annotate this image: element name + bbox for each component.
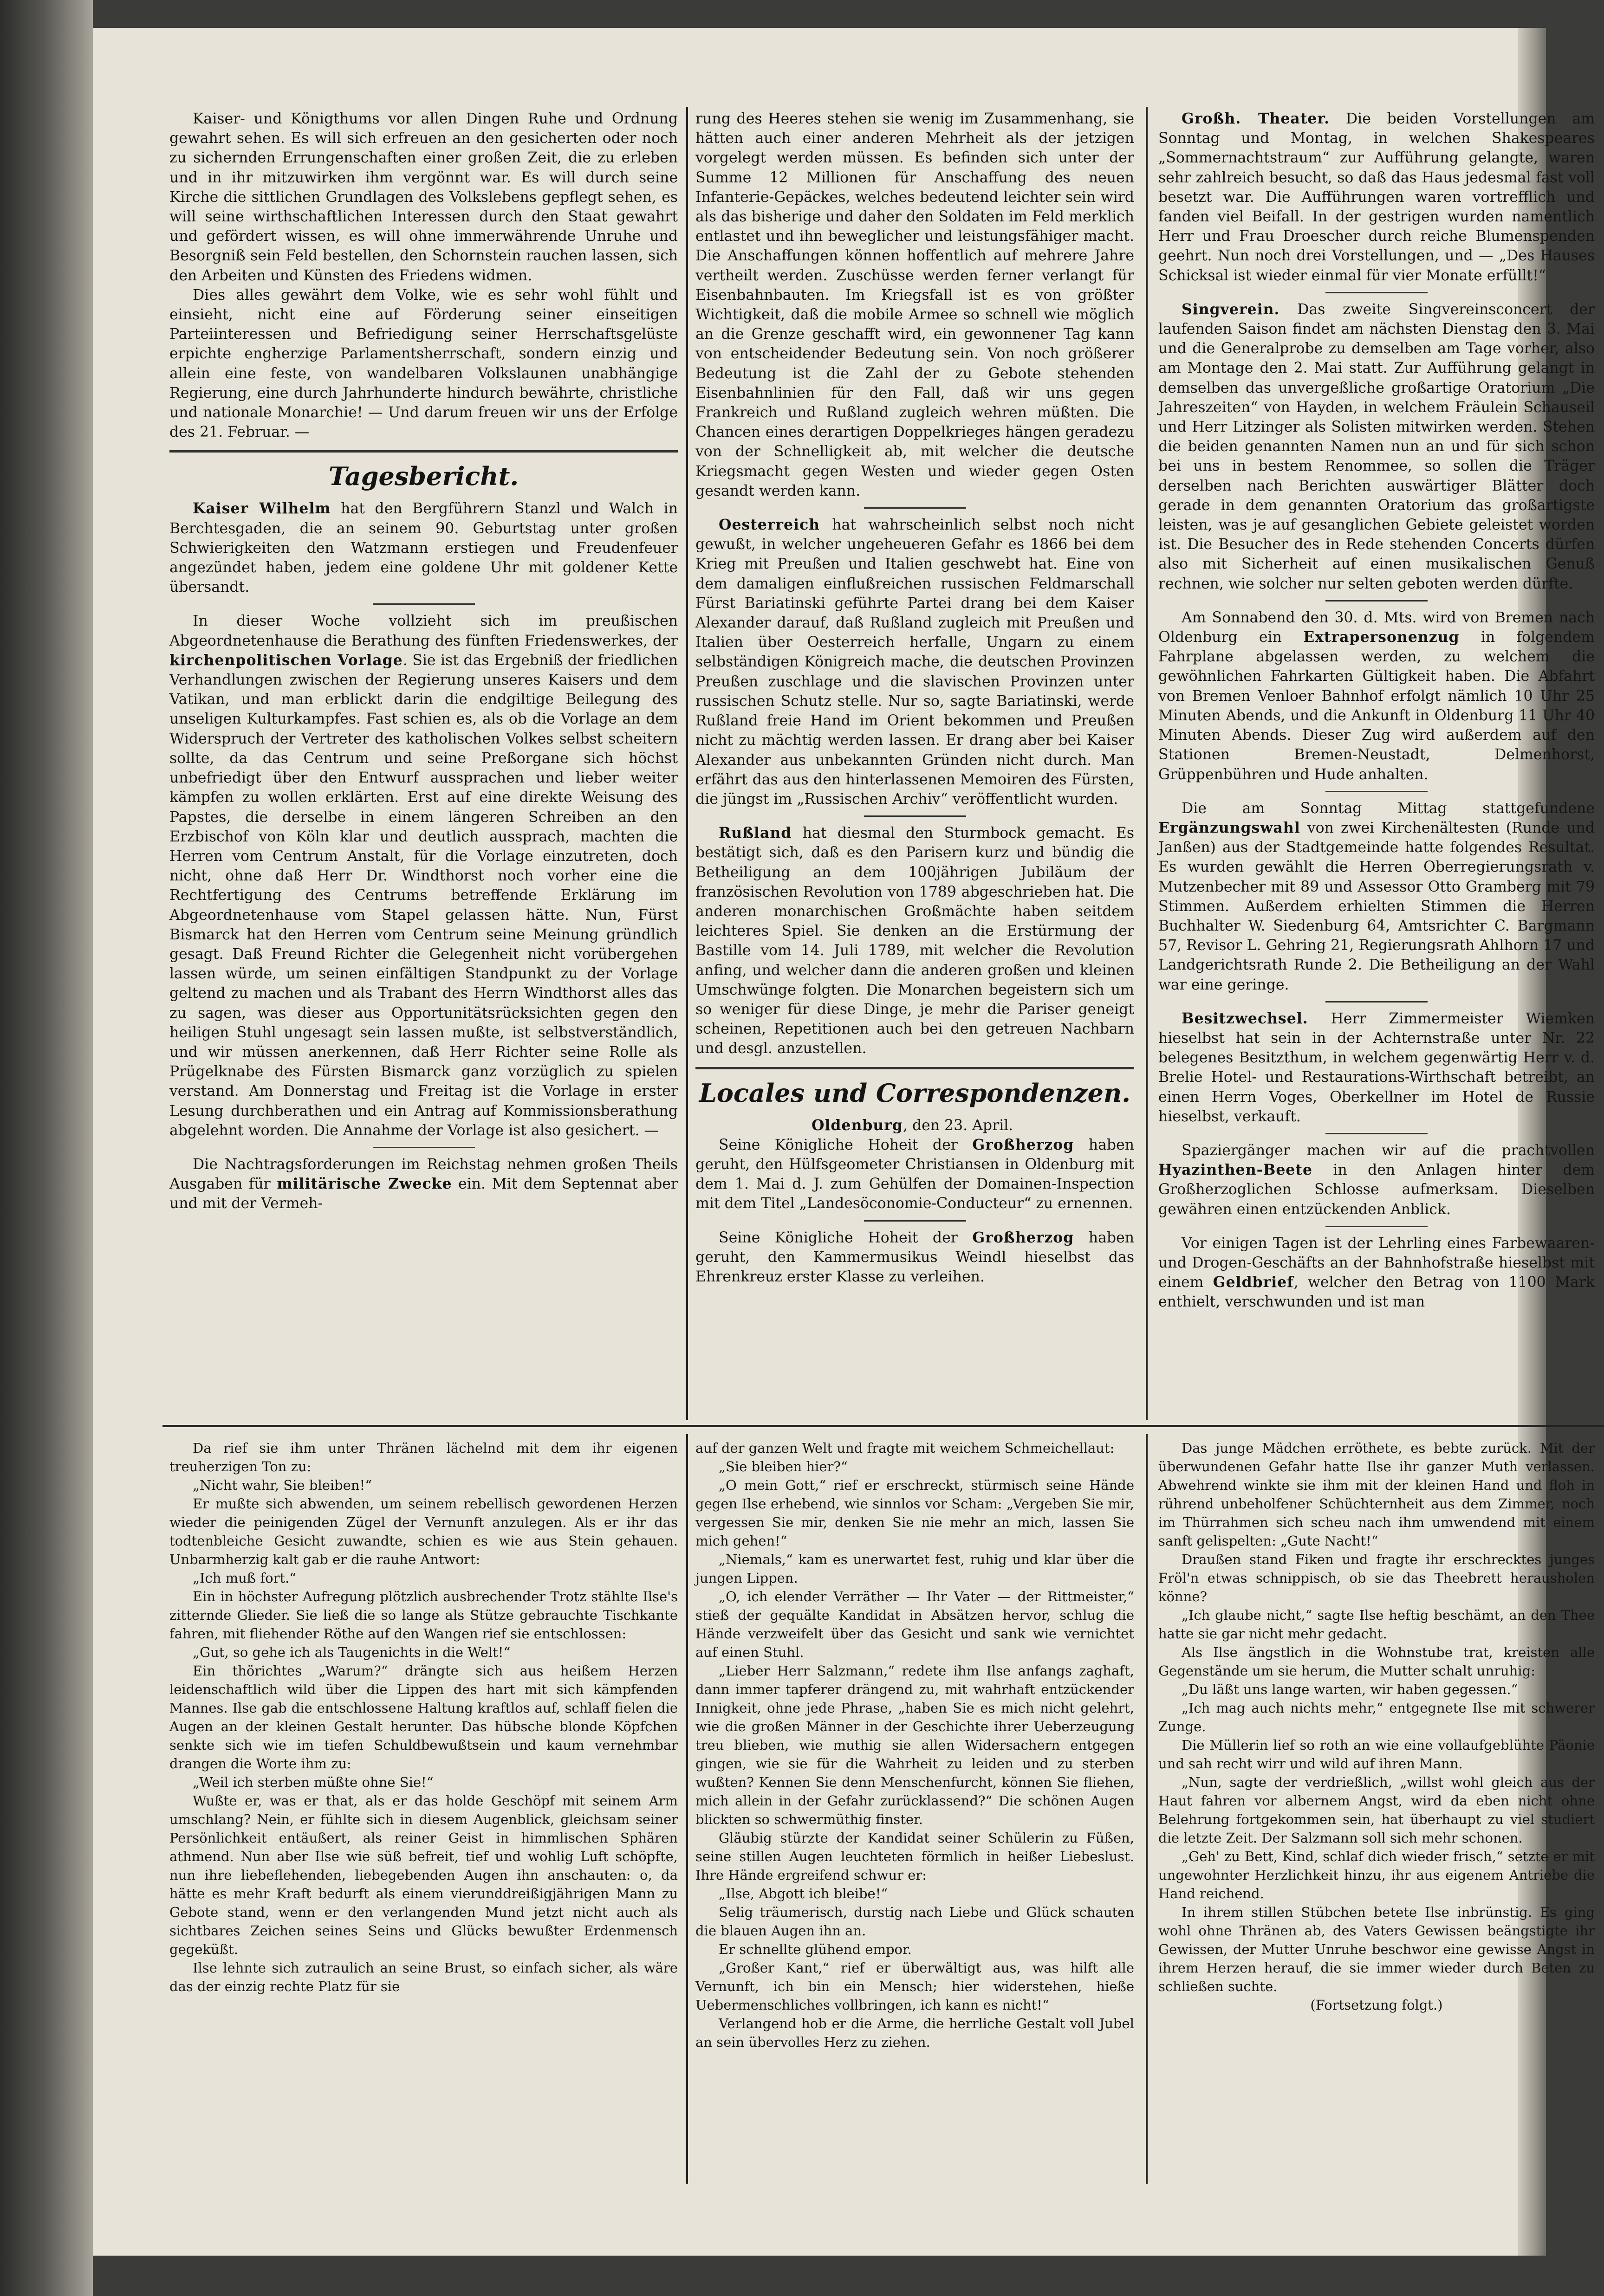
section-heading-tagesbericht: Tagesbericht. bbox=[328, 461, 519, 492]
news-geldbrief: Vor einigen Tagen ist der Lehrling eines Farbewaaren- und Drogen-Geschäfts an der Bahnhofstraße hieselbst mit einem Geldbrief, welcher den Betrag von 1100 Mark enthielt, verschwunden und ist man bbox=[1158, 1235, 1595, 1311]
feuilleton-paragraph: „Du läßt uns lange warten, wir haben gegessen.“ bbox=[1182, 1682, 1518, 1697]
news-hyazinthen: Spaziergänger machen wir auf die prachtvollen Hyazinthen-Beete in den Anlagen hinter dem Großherzoglichen Schlosse aufmerksam. Dieselben gewähren einen entzückenden Anblick. bbox=[1158, 1142, 1595, 1218]
section-rule bbox=[169, 450, 678, 453]
book-binding-shadow bbox=[0, 0, 93, 2296]
news-oesterreich: Oesterreich hat wahrscheinlich selbst noch nicht gewußt, in welcher ungeheueren Gefahr es 1866 bei dem Krieg mit Preußen und Italien geschwebt hat. Eine von dem damaligen einflußreichen russischen Feldmarschall Fürst Bariatinski geführte Partei drang bei dem Kaiser Alexander darauf, daß Rußland zugleich mit Preußen und Italien über Oesterreich herfalle, Ungarn zu einem selbständigen Königreich mache, die deutschen Provinzen Preußen zuschlage und die slavischen Provinzen unter russischen Schutz stelle. Nur so, sagte Bariatinski, werde Rußland freie Hand im Orient bekommen und Preußen nicht zu mächtig werden lassen. Er drang aber bei Kaiser Alexander aus unbekannten Gründen nicht durch. Man erfährt das aus den hinterlassenen Memoiren des Fürsten, die jüngst im „Russischen Archiv“ veröffentlicht wurden. bbox=[695, 516, 1134, 808]
keyword-oesterreich: Oesterreich bbox=[719, 516, 820, 534]
feuilleton-paragraph: „Großer Kant,“ rief er überwältigt aus, was hilft alle Vernunft, ich bin ein Mensch; hier widerstehen, hieße Uebermenschliches vollbringen, ich kann es nicht!“ bbox=[695, 1960, 1134, 2013]
feuilleton-paragraph: „Weil ich sterben müßte ohne Sie!“ bbox=[193, 1774, 434, 1790]
keyword-ergaenzungswahl: Ergänzungswahl bbox=[1158, 819, 1300, 836]
item-separator bbox=[864, 507, 966, 509]
paragraph-col1-0: Kaiser- und Königthums vor allen Dingen Ruhe und Ordnung gewahrt sehen. Es will sich erfreuen an den gesicherten oder noch zu sichernden Errungenschaften einer großen Zeit, die zu erleben und in ihr mitzuwirken ihm vergönnt war. Es will durch seine Kirche die sittlichen Grundlagen des Volkslebens gepflegt sehen, es will seine wirthschaftlichen Interessen durch den Staat gewahrt und gefördert wissen, es will ohne immerwährende Unruhe und Besorgniß sein Feld bestellen, den Schornstein rauchen lassen, sich den Arbeiten und Künsten des Friedens widmen. bbox=[169, 110, 678, 284]
item-separator bbox=[1325, 600, 1428, 601]
news-kaiser-wilhelm: Kaiser Wilhelm hat den Bergführern Stanzl und Walch in Berchtesgaden, die an seinem 90. Geburtstag unter großen Schwierigkeiten den Watzmann erstiegen und Freudenfeuer angezündet haben, jedem eine goldene Uhr mit goldener Kette übersandt. bbox=[169, 500, 678, 596]
feuilleton-paragraph: „Ich muß fort.“ bbox=[193, 1570, 297, 1586]
item-separator bbox=[864, 1220, 966, 1222]
news-russland: Rußland hat diesmal den Sturmbock gemacht. Es bestätigt sich, daß es den Parisern kurz und bündig die Betheiligung an dem 100jährigen Jubiläum der französischen Revolution von 1789 abgeschrieben hat. Die anderen monarchischen Großmächte haben seitdem leichteres Spiel. Sie denken an die Erstürmung der Bastille vom 14. Juli 1789, mit welcher die Revolution anfing, und welcher dann die anderen großen und kleinen Umschwünge folgten. Die Monarchen begeistern sich um so weniger für diese Dinge, je mehr die Pariser geneigt scheinen, Repetitionen auch bei den getreuen Nachbarn und desgl. anzustellen. bbox=[695, 824, 1134, 1057]
keyword-extrapersonenzug: Extrapersonenzug bbox=[1303, 628, 1460, 646]
feuilleton-paragraph: Wußte er, was er that, als er das holde Geschöpf mit seinem Arm umschlang? Nein, er fühlte sich in diesem Augenblick, gleichsam seiner Persönlichkeit entäußert, als reiner Geist in himmlischen Sphären athmend. Nun aber Ilse wie süß befreit, tief und wohlig Luft schöpfte, nun ihre liebeflehenden, liebegebenden Augen ihn anschauten: o, da hätte es mehr Kraft bedurft als einem vierunddreißigjährigen Mann zu Gebote stand, wenn er den verlangenden Mund jetzt nicht auch als sichtbares Zeichen seines Seins und Glücks bewußter Erdenmensch gegeküßt. bbox=[169, 1793, 678, 1957]
keyword-besitzwechsel: Besitzwechsel. bbox=[1182, 1009, 1308, 1027]
keyword-geldbrief: Geldbrief bbox=[1213, 1274, 1294, 1291]
news-extrazug: Am Sonnabend den 30. d. Mts. wird von Bremen nach Oldenburg ein Extrapersonenzug in folgendem Fahrplane abgelassen werden, zu welchem die gewöhnlichen Fahrkarten Gültigkeit haben. Die Abfahrt von Bremen Venloer Bahnhof erfolgt nämlich 10 Uhr 25 Minuten Abends, und die Ankunft in Oldenburg 11 Uhr 40 Minuten Abends. Dieser Zug wird außerdem auf den Stationen Bremen-Neustadt, Delmenhorst, Grüppenbühren und Hude anhalten. bbox=[1158, 609, 1595, 783]
feuilleton-paragraph: Selig träumerisch, durstig nach Liebe und Glück schauten die blauen Augen ihn an. bbox=[695, 1904, 1134, 1939]
feuilleton-paragraph: „O, ich elender Verräther — Ihr Vater — der Rittmeister,“ stieß der gequälte Kandidat in Absätzen hervor, schlug die Hände verzweifelt über das Gesicht und sank wie vernichtet auf einen Stuhl. bbox=[695, 1589, 1134, 1660]
feuilleton-paragraph: „Ilse, Abgott ich bleibe!“ bbox=[719, 1886, 888, 1901]
item-separator bbox=[1325, 1133, 1428, 1134]
item-separator bbox=[1325, 292, 1428, 293]
feuilleton-paragraph: Als Ilse ängstlich in die Wohnstube trat, kreisten alle Gegenstände um sie herum, die Mutter schalt unruhig: bbox=[1158, 1644, 1595, 1679]
newspaper-page bbox=[93, 28, 1595, 2256]
feuilleton-paragraph: „Sie bleiben hier?“ bbox=[719, 1459, 848, 1475]
keyword-singverein: Singverein. bbox=[1182, 300, 1280, 318]
feuilleton-paragraph: auf der ganzen Welt und fragte mit weichem Schmeichellaut: bbox=[695, 1440, 1115, 1456]
news-nachtragsforderungen: Die Nachtragsforderungen im Reichstag nehmen großen Theils Ausgaben für militärische Zwecke ein. Mit dem Septennat aber und mit der Vermeh- bbox=[169, 1156, 678, 1212]
feuilleton-paragraph: „Geh' zu Bett, Kind, schlaf dich wieder frisch,“ setzte er mit ungewohnter Herzlichkeit hinzu, ihr aus eigenem Antriebe die Hand reichend. bbox=[1158, 1849, 1595, 1901]
item-separator bbox=[1325, 1226, 1428, 1227]
item-separator bbox=[864, 815, 966, 817]
feuilleton-paragraph: Da rief sie ihm unter Thränen lächelnd mit dem ihr eigenen treuherzigen Ton zu: bbox=[169, 1440, 678, 1475]
item-separator bbox=[373, 1147, 475, 1148]
column-rule bbox=[686, 107, 688, 1420]
feuilleton-paragraph: Ein thörichtes „Warum?“ drängte sich aus heißem Herzen leidenschaftlich wild über die Lippen des hart mit sich kämpfenden Mannes. Ilse gab die entschlossene Haltung kraftlos auf, schlaff fielen die Augen an der kleinen Gestalt herunter. Das hübsche blonde Köpfchen senkte sich wie im tiefen Schuldbewußtsein und kaum vernehmbar drangen die Worte ihm zu: bbox=[169, 1663, 678, 1772]
feuilleton-column-2 bbox=[695, 1439, 1134, 2051]
keyword-grossherzog: Großherzog bbox=[972, 1229, 1074, 1246]
news-ergaenzungswahl: Die am Sonntag Mittag stattgefundene Ergänzungswahl von zwei Kirchenältesten (Runde und Janßen) aus der Stadtgemeinde hatte folgendes Resultat. Es wurden gewählt die Herren Oberregierungsrath v. Mutzenbecher mit 89 und Assessor Otto Gramberg mit 79 Stimmen. Außerdem erhielten Stimmen die Herren Buchhalter W. Siedenburg 64, Amtsrichter C. Bargmann 57, Revisor L. Gehring 21, Regierungsrath Ahlhorn 17 und Landgerichtsrath Runde 2. Die Betheiligung an der Wahl war eine geringe. bbox=[1158, 800, 1595, 993]
feuilleton-paragraph: Ilse lehnte sich zutraulich an seine Brust, so einfach sicher, als wäre das der einzig rechte Platz für sie bbox=[169, 1960, 678, 1994]
keyword-hyazinthen-beete: Hyazinthen-Beete bbox=[1158, 1161, 1312, 1179]
keyword-theater: Großh. Theater. bbox=[1182, 110, 1330, 127]
upper-column-2 bbox=[695, 109, 1134, 1287]
feuilleton-paragraph: „Nicht wahr, Sie bleiben!“ bbox=[193, 1477, 372, 1493]
keyword-russland: Rußland bbox=[719, 824, 792, 842]
news-grossherzog-2: Seine Königliche Hoheit der Großherzog haben geruht, den Kammermusikus Weindl hieselbst das Ehrenkreuz erster Klasse zu verleihen. bbox=[695, 1229, 1134, 1285]
feuilleton-paragraph: Ein in höchster Aufregung plötzlich ausbrechender Trotz stählte Ilse's zitternde Glieder. Sie ließ die so lange als Stütze gebrauchte Tischkante fahren, mit fliehender Röthe auf den Wangen rief sie entschlossen: bbox=[169, 1589, 678, 1642]
feuilleton-paragraph: Gläubig stürzte der Kandidat seiner Schülerin zu Füßen, seine stillen Augen leuchteten förmlich in heißer Liebeslust. Ihre Hände ergreifend schwur er: bbox=[695, 1830, 1134, 1883]
feuilleton-paragraph: „Ich mag auch nichts mehr,“ entgegnete Ilse mit schwerer Zunge. bbox=[1158, 1700, 1595, 1734]
feuilleton-paragraph: In ihrem stillen Stübchen betete Ilse inbrünstig. Es ging wohl ohne Thränen ab, des Vaters Gewissen beängstigte ihr Gewissen, der Mutter Unruhe beschwor eine gewisse Angst in ihrem Herzen herauf, die sie immer wieder durch Beten zu schließen suchte. bbox=[1158, 1904, 1595, 1994]
news-singverein: Singverein. Das zweite Singvereinsconcert der laufenden Saison findet am nächsten Dienstag den 3. Mai und die Generalprobe zu demselben am Tage vorher, also am Montage den 2. Mai statt. Zur Aufführung gelangt in demselben das unvergeßliche großartige Oratorium „Die Jahreszeiten“ von Hayden, in welchem Fräulein Schauseil und Herr Litzinger als Solisten mitwirken werden. Stehen die beiden genannten Namen nun an und für sich schon bei uns in bestem Renommee, so sollen die Träger derselben nach Berichten auswärtiger Blätter doch gerade in dem genannten Oratorium das großartigste leisten, was je auf gesanglichen Gebiete geleistet worden ist. Die Besucher des in Rede stehenden Concerts dürfen also mit Sicherheit auf einen musikalischen Genuß rechnen, wie solcher nur selten geboten werden dürfte. bbox=[1158, 300, 1595, 592]
feuilleton-paragraph: „O mein Gott,“ rief er erschreckt, stürmisch seine Hände gegen Ilse erhebend, wie sinnlos vor Scham: „Vergeben Sie mir, vergessen Sie mir, denken Sie nie mehr an mich, lassen Sie mich gehen!“ bbox=[695, 1477, 1134, 1549]
column-rule bbox=[1146, 107, 1148, 1420]
paragraph-heeres: rung des Heeres stehen sie wenig im Zusammenhang, sie hätten auch einer anderen Mehrheit als der jetzigen vorgelegt werden müssen. Es befinden sich unter der Summe 12 Millionen für Anschaffung des neuen Infanterie-Gepäckes, welches bedeutend leichter sein wird als das bisherige und daher den Soldaten im Feld merklich entlastet und ihn beweglicher und leistungsfähiger macht. Die Anschaffungen können hoffentlich auf mehrere Jahre vertheilt werden. Zuschüsse werden ferner verlangt für Eisenbahnbauten. Im Kriegsfall ist es von größter Wichtigkeit, daß die mobile Armee so schnell wie möglich an die Grenze geschafft wird, ein gewonnener Tag kann von entscheidender Bedeutung sein. Von noch größerer Bedeutung ist die Zahl der zu Gebote stehenden Eisenbahnlinien für den Fall, daß wir uns gegen Frankreich und Rußland zugleich wehren müßten. Die Chancen eines derartigen Doppelkrieges hängen geradezu von der Schnelligkeit ab, mit welcher die deutsche Kriegsmacht gegen Westen und wieder gegen Osten gesandt werden kann. bbox=[695, 110, 1134, 499]
keyword-militaerische-zwecke: militärische Zwecke bbox=[277, 1175, 452, 1193]
continuation-note: (Fortsetzung folgt.) bbox=[1310, 1997, 1443, 2013]
column-rule bbox=[686, 1434, 688, 2184]
section-rule bbox=[695, 1067, 1134, 1069]
keyword-grossherzog: Großherzog bbox=[972, 1136, 1074, 1153]
section-heading-locales: Locales und Correspondenzen. bbox=[699, 1078, 1131, 1108]
upper-column-3 bbox=[1158, 109, 1595, 1312]
feuilleton-column-3 bbox=[1158, 1439, 1595, 2014]
feuilleton-paragraph: Verlangend hob er die Arme, die herrliche Gestalt voll Jubel an sein übervolles Herz zu ziehen. bbox=[695, 2016, 1134, 2050]
dateline: Oldenburg, den 23. April. bbox=[812, 1116, 1013, 1134]
item-separator bbox=[373, 603, 475, 605]
upper-column-1 bbox=[169, 109, 678, 1214]
keyword-kirchenpolitische-vorlage: kirchenpolitischen Vorlage bbox=[169, 651, 403, 669]
news-kirchenpolitik: In dieser Woche vollzieht sich im preußischen Abgeordnetenhause die Berathung des fünften Friedenswerkes, der kirchenpolitischen Vorlage. Sie ist das Ergebniß der friedlichen Verhandlungen zwischen der Regierung unseres Kaisers und dem Vatikan, und man erblickt darin die endgiltige Beilegung des unseligen Kulturkampfes. Fast schien es, als ob die Vorlage an dem Widerspruch der Vertreter des katholischen Volkes selbst scheitern sollte, da das Centrum und seine Preßorgane sich höchst unbefriedigt über den Entwurf aussprachen und lieber weiter kämpfen zu wollen erklärten. Erst auf eine direkte Weisung des Papstes, die derselbe in einem längeren Schreiben an den Erzbischof von Köln klar und deutlich aussprach, machten die Herren vom Centrum Anstalt, für die Vorlage einzutreten, doch nicht, ohne daß Herr Dr. Windthorst noch vorher eine die Rechtfertigung des Centrums betreffende Erklärung im Abgeordnetenhause vom Stapel gelassen hätte. Nun, Fürst Bismarck hat den Herren vom Centrum seine Meinung gründlich gesagt. Daß Freund Richter die Gelegenheit nicht vorübergehen lassen würde, um seinen einfältigen Standpunkt zu der Vorlage geltend zu machen und als Trabant des Herrn Windthorst alles das zu sagen, was dieser aus Opportunitätsrücksichten gegen den heiligen Stuhl ungesagt sein lassen mußte, ist selbstverständlich, und wir müssen anerkennen, daß Herr Richter seine Rolle als Prügelknabe des Fürsten Bismarck ganz vorzüglich zu spielen verstand. Am Donnerstag und Freitag ist die Vorlage in erster Lesung durchberathen und ein Antrag auf Kommissionsberathung abgelehnt worden. Die Annahme der Vorlage ist also gesichert. — bbox=[169, 613, 678, 1139]
feuilleton-paragraph: Er schnellte glühend empor. bbox=[719, 1941, 912, 1957]
feuilleton-paragraph: „Lieber Herr Salzmann,“ redete ihm Ilse anfangs zaghaft, dann immer tapferer drängend zu, mit wahrhaft entzückender Innigkeit, ohne jede Phrase, „haben Sie es mich nicht gelehrt, wie die großen Männer in der Geschichte ihrer Ueberzeugung treu blieben, wie muthig sie allen Widersachern entgegen gingen, wie sie für die Wahrheit zu leiden und zu sterben wußten? Kennen Sie denn Menschenfurcht, können Sie fliehen, mich allein in der Gefahr zurücklassend?“ Die schönen Augen blickten so schwermüthig finster. bbox=[695, 1663, 1134, 1827]
feuilleton-divider bbox=[162, 1425, 1604, 1427]
feuilleton-paragraph: „Niemals,“ kam es unerwartet fest, ruhig und klar über die jungen Lippen. bbox=[695, 1552, 1134, 1586]
news-theater: Großh. Theater. Die beiden Vorstellungen am Sonntag und Montag, in welchen Shakespeares „Sommernachtstraum“ zur Aufführung gelangte, waren sehr zahlreich besucht, so daß das Haus jedesmal fast voll besetzt war. Die Aufführungen waren vortrefflich und fanden viel Beifall. In der gestrigen wurden namentlich Herr und Frau Droescher durch reiche Blumenspenden geehrt. Nun noch drei Vorstellungen, und — „Des Hauses Schicksal ist wieder einmal für vier Monate erfüllt!“ bbox=[1158, 110, 1595, 284]
feuilleton-column-1 bbox=[169, 1439, 678, 1996]
column-rule bbox=[1146, 1434, 1148, 2184]
feuilleton-paragraph: Draußen stand Fiken und fragte ihr erschrecktes junges Fröl'n etwas schnippisch, ob sie das Theebrett herausholen könne? bbox=[1158, 1552, 1595, 1604]
news-besitzwechsel: Besitzwechsel. Herr Zimmermeister Wiemken hieselbst hat sein in der Achternstraße unter Nr. 22 belegenes Besitzthum, in welchem gegenwärtig Herr v. d. Brelie Hotel- und Restaurations-Wirthschaft betreibt, an einen Herrn Voges, Oberkellner im Hotel de Russie hieselbst, verkauft. bbox=[1158, 1009, 1595, 1125]
feuilleton-paragraph: „Gut, so gehe ich als Taugenichts in die Welt!“ bbox=[193, 1644, 511, 1660]
item-separator bbox=[1325, 791, 1428, 792]
paragraph-col1-1: Dies alles gewährt dem Volke, wie es sehr wohl fühlt und einsieht, nicht eine auf Förderung seiner einseitigen Parteiinteressen und Befriedigung seiner Herrschaftsgelüste erpichte engherzige Parlamentsherrschaft, sondern einzig und allein eine feste, von wandelbaren Volkslaunen unabhängige Regierung, eine durch Jahrhunderte hindurch bewährte, christliche und nationale Monarchie! — Und darum freuen wir uns der Erfolge des 21. Februar. — bbox=[169, 286, 678, 441]
feuilleton-paragraph: Das junge Mädchen erröthete, es bebte zurück. Mit der überwundenen Gefahr hatte Ilse ihr ganzer Muth verlassen. Abwehrend winkte sie ihm mit der kleinen Hand und floh in rührend unbeholfener Schüchternheit aus dem Zimmer, noch im Thürrahmen sich scheu nach ihm umwendend mit einem sanft gelispelten: „Gute Nacht!“ bbox=[1158, 1440, 1595, 1549]
feuilleton-paragraph: Die Müllerin lief so roth an wie eine vollaufgeblühte Päonie und sah recht wirr und wild auf ihren Mann. bbox=[1158, 1737, 1595, 1772]
news-grossherzog-1: Seine Königliche Hoheit der Großherzog haben geruht, den Hülfsgeometer Christiansen in Oldenburg mit dem 1. Mai d. J. zum Gehülfen der Domainen-Inspection mit dem Titel „Landesöconomie-Conducteur“ zu ernennen. bbox=[695, 1136, 1134, 1212]
feuilleton-paragraph: Er mußte sich abwenden, um seinem rebellisch gewordenen Herzen wieder die peinigenden Zügel der Vernunft anzulegen. Als er ihr das todtenbleiche Gesicht zuwandte, schien es wie aus Stein gehauen. Unbarmherzig kalt gab er die rauhe Antwort: bbox=[169, 1496, 678, 1567]
feuilleton-paragraph: „Ich glaube nicht,“ sagte Ilse heftig beschämt, an den Thee hatte sie gar nicht mehr gedacht. bbox=[1158, 1607, 1595, 1642]
feuilleton-paragraph: „Nun, sagte der verdrießlich, „willst wohl gleich aus der Haut fahren vor albernem Angst, wird da eben nicht ohne Belehrung fortgekommen sein, hat überhaupt zu viel studiert die letzte Zeit. Der Salzmann soll sich mehr schonen. bbox=[1158, 1774, 1595, 1846]
keyword-kaiser-wilhelm: Kaiser Wilhelm bbox=[193, 500, 331, 517]
item-separator bbox=[1325, 1001, 1428, 1002]
